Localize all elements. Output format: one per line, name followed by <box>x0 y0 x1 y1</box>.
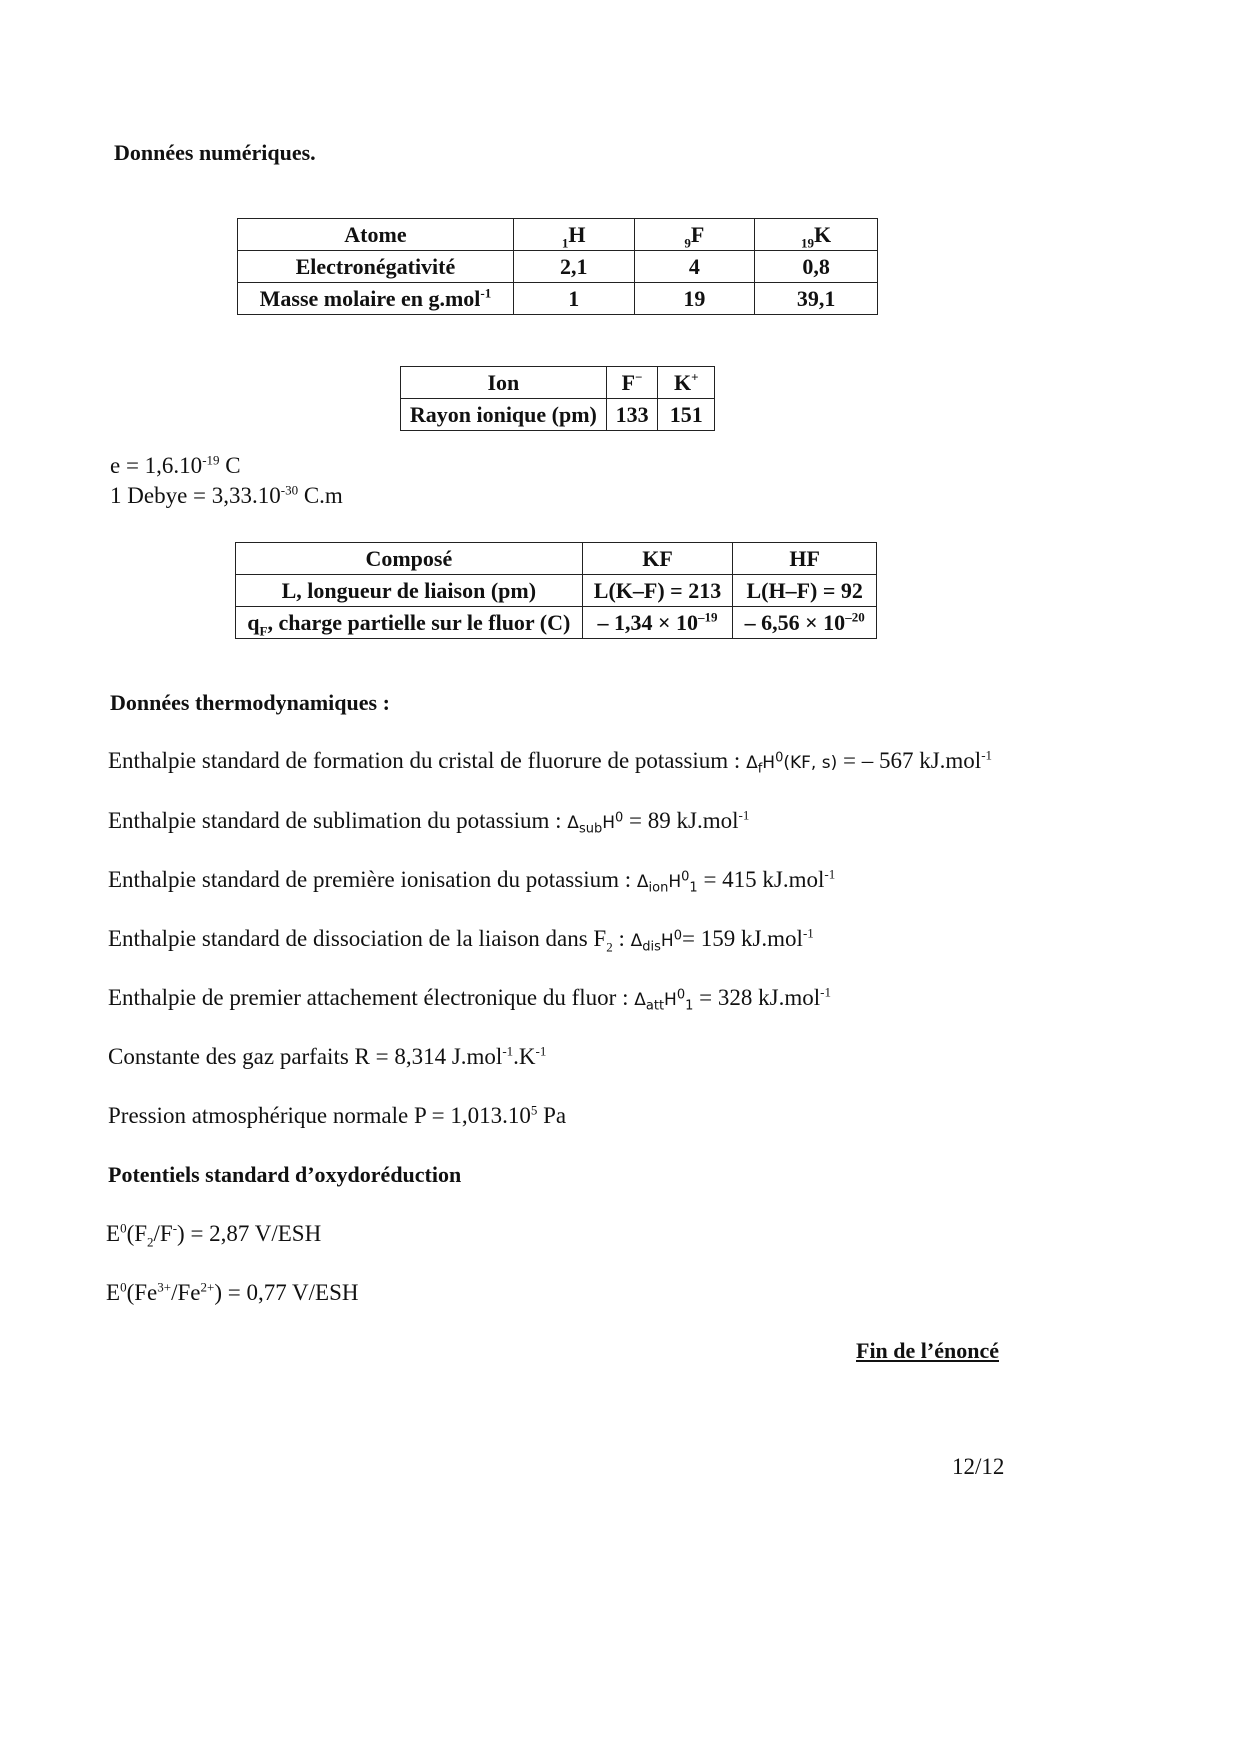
redox-fluor: $E^0(F_2/F^-) = 2,87$ V/ESH <box>106 1220 322 1250</box>
table-row <box>236 575 877 607</box>
formation-enthalpy: Enthalpie standard de formation du cristal de fluorure de potassium : $\Delta_fH^0(KF$, s) = – 567 kJ.mol$^{-1}$ <box>108 747 993 777</box>
table-row <box>401 367 715 399</box>
molar-mass-label: Masse molaire en g.mol$^{-1}$ <box>238 283 514 315</box>
table-cell: L(K–F) = 213 <box>582 575 733 607</box>
compound-header-kf: KF <box>582 543 733 575</box>
attachment-enthalpy: Enthalpie de premier attachement électronique du fluor : $\Delta_{att}H^0_1 = 328$ kJ.mol$^{-1}$ <box>108 984 831 1014</box>
table-cell: L(H–F) = 92 <box>733 575 877 607</box>
table-cell: 0,8 <box>755 251 878 283</box>
dissociation-enthalpy: Enthalpie standard de dissociation de la liaison dans $F_2$ : $\Delta_{dis}H^0= 159$ kJ.mol$^{-1}$ <box>108 925 814 955</box>
table-cell: 2,1 <box>513 251 634 283</box>
end-of-statement: Fin de l’énoncé <box>856 1338 999 1363</box>
table-row <box>238 251 878 283</box>
ionisation-enthalpy: Enthalpie standard de première ionisation du potassium : $\Delta_{ion}H^0_1 = 415$ kJ.mol$^{-1}$ <box>108 866 836 896</box>
table-cell: 1 <box>513 283 634 315</box>
atom-header-label: Atome <box>238 219 514 251</box>
table-cell: 19 <box>634 283 755 315</box>
compound-header-label: Composé <box>236 543 583 575</box>
atom-header-f: $_9$F <box>634 219 755 251</box>
gas-constant: Constante des gaz parfaits R = 8,314 $J.mol^{-1}.K^{-1}$ <box>108 1043 547 1069</box>
atom-header-h: $_1$H <box>513 219 634 251</box>
table-cell: – $1,34 \times 10^{-19}$ <box>582 607 733 639</box>
sublimation-enthalpy: Enthalpie standard de sublimation du potassium : $\Delta_{sub}H^0 = 89$ kJ.mol$^{-1}$ <box>108 807 750 837</box>
ion-table <box>400 366 715 431</box>
table-row <box>236 543 877 575</box>
section-heading-numeric: Données numériques. <box>114 140 316 165</box>
elementary-charge: $e = 1,6.10^{-19}$ C <box>110 452 241 478</box>
table-row <box>238 219 878 251</box>
table-row <box>236 607 877 639</box>
section-heading-thermo: Données thermodynamiques : <box>110 690 390 715</box>
table-cell: 4 <box>634 251 755 283</box>
atmospheric-pressure: Pression atmosphérique normale $P = 1,013.10^5$ Pa <box>108 1102 567 1128</box>
page-number: 12/12 <box>952 1454 1005 1479</box>
ion-header-label: Ion <box>401 367 607 399</box>
compound-table <box>235 542 877 639</box>
atom-header-k: $_{19}$K <box>755 219 878 251</box>
table-row <box>401 399 715 431</box>
redox-iron: $E^0(Fe^{3+}/Fe^{2+}) = 0,77$ V/ESH <box>106 1279 359 1305</box>
ion-header-f: F− <box>606 367 658 399</box>
table-cell: – $6,56 \times 10^{-20}$ <box>733 607 877 639</box>
compound-header-hf: HF <box>733 543 877 575</box>
partial-charge-label: $q_F$, charge partielle sur le fluor (C) <box>236 607 583 639</box>
table-cell: 151 <box>658 399 715 431</box>
table-cell: 133 <box>606 399 658 431</box>
table-row <box>238 283 878 315</box>
table-cell: 39,1 <box>755 283 878 315</box>
ion-header-k: K+ <box>658 367 715 399</box>
ionic-radius-label: Rayon ionique (pm) <box>401 399 607 431</box>
bond-length-label: L, longueur de liaison (pm) <box>236 575 583 607</box>
atom-table <box>237 218 878 315</box>
section-heading-redox: Potentiels standard d’oxydoréduction <box>108 1162 462 1187</box>
electronegativity-label: Electronégativité <box>238 251 514 283</box>
debye-constant: 1 Debye = $3,33.10^{-30}$ C.m <box>110 482 343 508</box>
